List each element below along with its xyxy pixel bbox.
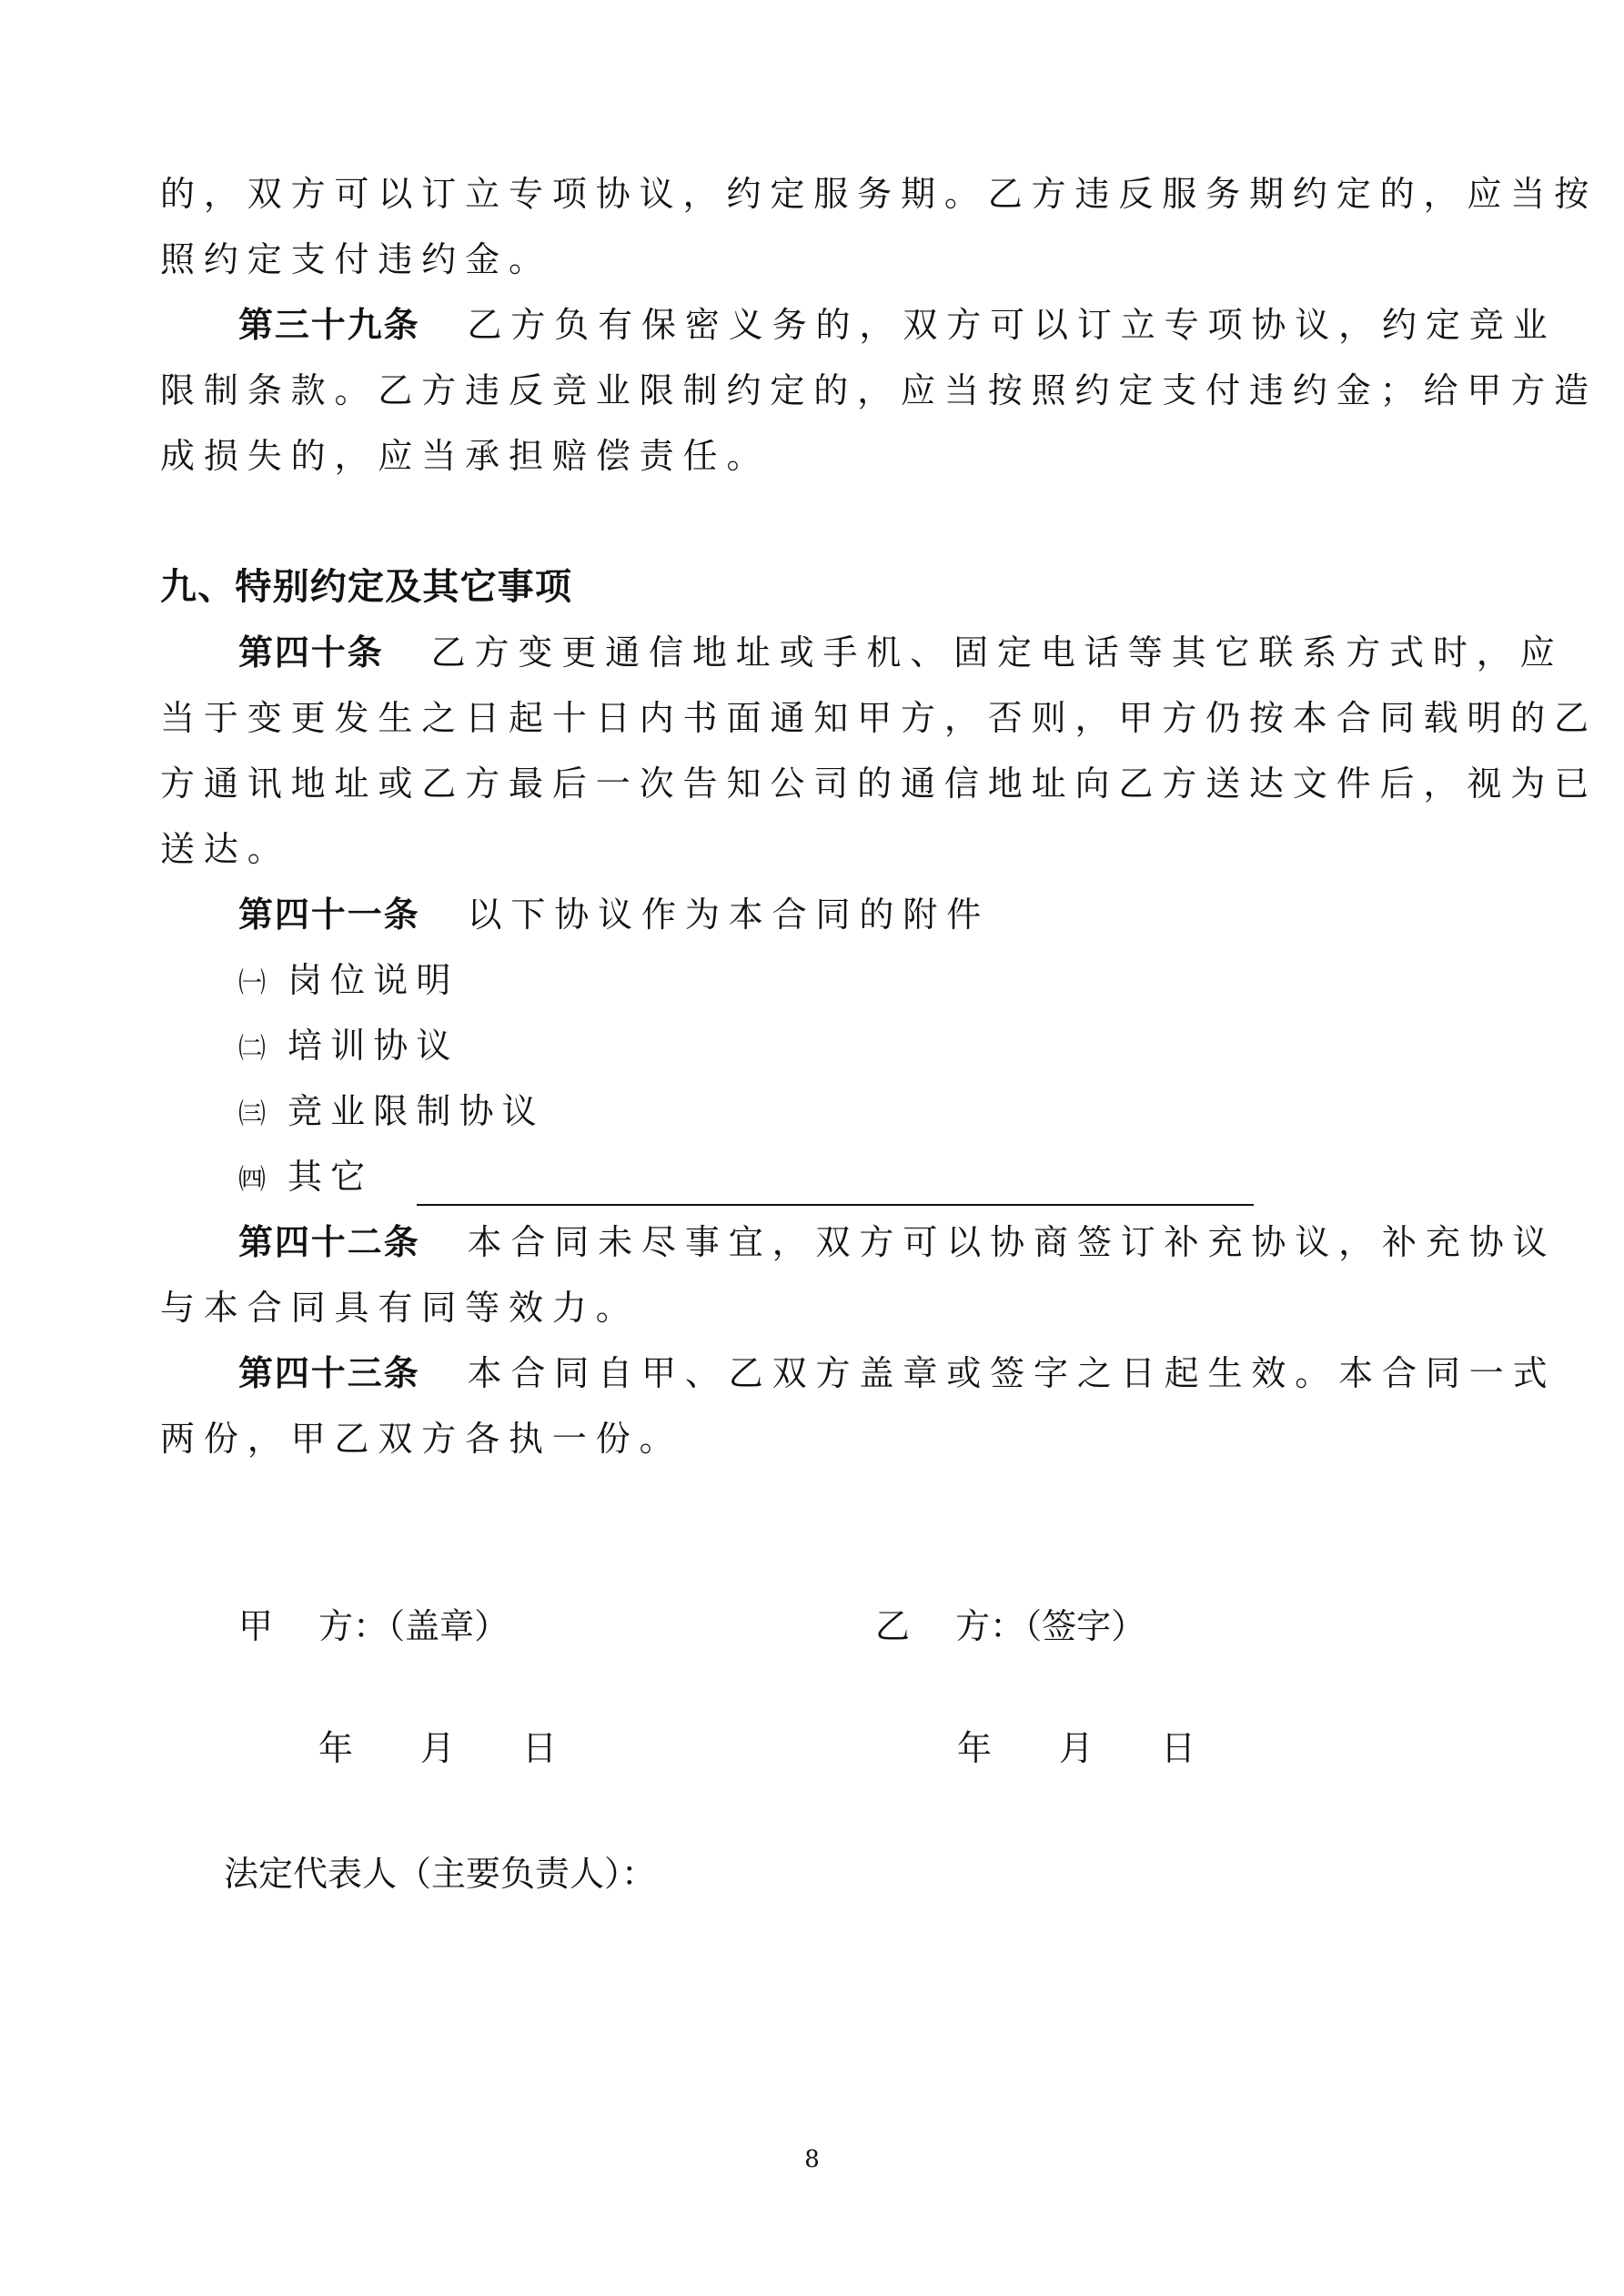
article-42-label: 第四十二条 bbox=[238, 1222, 420, 1262]
article-43-line bbox=[238, 1350, 1557, 1396]
paragraph-line: 的，双方可以订立专项协议，约定服务期。乙方违反服务期约定的，应当按 bbox=[160, 174, 1599, 214]
article-43-label: 第四十三条 bbox=[238, 1353, 420, 1393]
article-41-line bbox=[238, 892, 990, 937]
party-b-date-month: 月 bbox=[1059, 1728, 1094, 1768]
paragraph-line: 两份，甲乙双方各执一份。 bbox=[160, 1419, 683, 1459]
article-41-text: 以下协议作为本合同的附件 bbox=[467, 895, 991, 935]
article-39-label: 第三十九条 bbox=[238, 305, 420, 345]
attachment-number: ㈣ bbox=[238, 1164, 266, 1196]
page-number: 8 bbox=[804, 2146, 820, 2173]
party-b-signature-label: 乙 方：（签字） bbox=[875, 1606, 1146, 1646]
paragraph-line: 成损失的，应当承担赔偿责任。 bbox=[160, 436, 771, 476]
article-42-text: 本合同未尽事宜，双方可以协商签订补充协议，补充协议 bbox=[467, 1222, 1557, 1262]
article-40-line bbox=[238, 630, 1564, 675]
party-a-date-day: 日 bbox=[522, 1728, 558, 1768]
article-40-text: 乙方变更通信地址或手机、固定电话等其它联系方式时，应 bbox=[430, 632, 1564, 673]
article-41-label: 第四十一条 bbox=[238, 895, 420, 935]
attachment-text: 竞业限制协议 bbox=[287, 1091, 545, 1131]
article-39-text: 乙方负有保密义务的，双方可以订立专项协议，约定竞业 bbox=[467, 305, 1557, 345]
attachment-item bbox=[238, 1154, 373, 1203]
party-b-date-year: 年 bbox=[957, 1728, 993, 1768]
attachment-number: ㈠ bbox=[238, 967, 266, 999]
attachment-text: 其它 bbox=[287, 1157, 374, 1197]
paragraph-line: 送达。 bbox=[160, 829, 291, 869]
paragraph-line: 照约定支付违约金。 bbox=[160, 239, 552, 279]
attachment-item bbox=[238, 957, 459, 1006]
article-40-label: 第四十条 bbox=[238, 632, 384, 673]
legal-representative-label: 法定代表人（主要负责人）： bbox=[224, 1854, 657, 1894]
article-39-line bbox=[238, 302, 1557, 348]
paragraph-line: 与本合同具有同等效力。 bbox=[160, 1288, 640, 1328]
fill-in-blank-line bbox=[417, 1204, 1254, 1206]
attachment-item bbox=[238, 1023, 459, 1072]
paragraph-line: 方通讯地址或乙方最后一次告知公司的通信地址向乙方送达文件后，视为已 bbox=[160, 764, 1599, 804]
article-43-text: 本合同自甲、乙双方盖章或签字之日起生效。本合同一式 bbox=[467, 1353, 1557, 1393]
attachment-number: ㈢ bbox=[238, 1098, 266, 1130]
paragraph-line: 当于变更发生之日起十日内书面通知甲方，否则，甲方仍按本合同载明的乙 bbox=[160, 698, 1599, 738]
attachment-text: 岗位说明 bbox=[287, 960, 459, 1000]
party-b-date-day: 日 bbox=[1161, 1728, 1196, 1768]
attachment-item bbox=[238, 1088, 545, 1138]
party-a-date-year: 年 bbox=[318, 1728, 354, 1768]
party-a-signature-label: 甲 方：（盖章） bbox=[238, 1606, 509, 1646]
article-42-line bbox=[238, 1219, 1557, 1265]
party-a-date-month: 月 bbox=[420, 1728, 456, 1768]
paragraph-line: 限制条款。乙方违反竞业限制约定的，应当按照约定支付违约金；给甲方造 bbox=[160, 370, 1599, 410]
attachment-text: 培训协议 bbox=[287, 1026, 459, 1066]
section-title: 九、特别约定及其它事项 bbox=[160, 566, 573, 608]
attachment-number: ㈡ bbox=[238, 1033, 266, 1065]
